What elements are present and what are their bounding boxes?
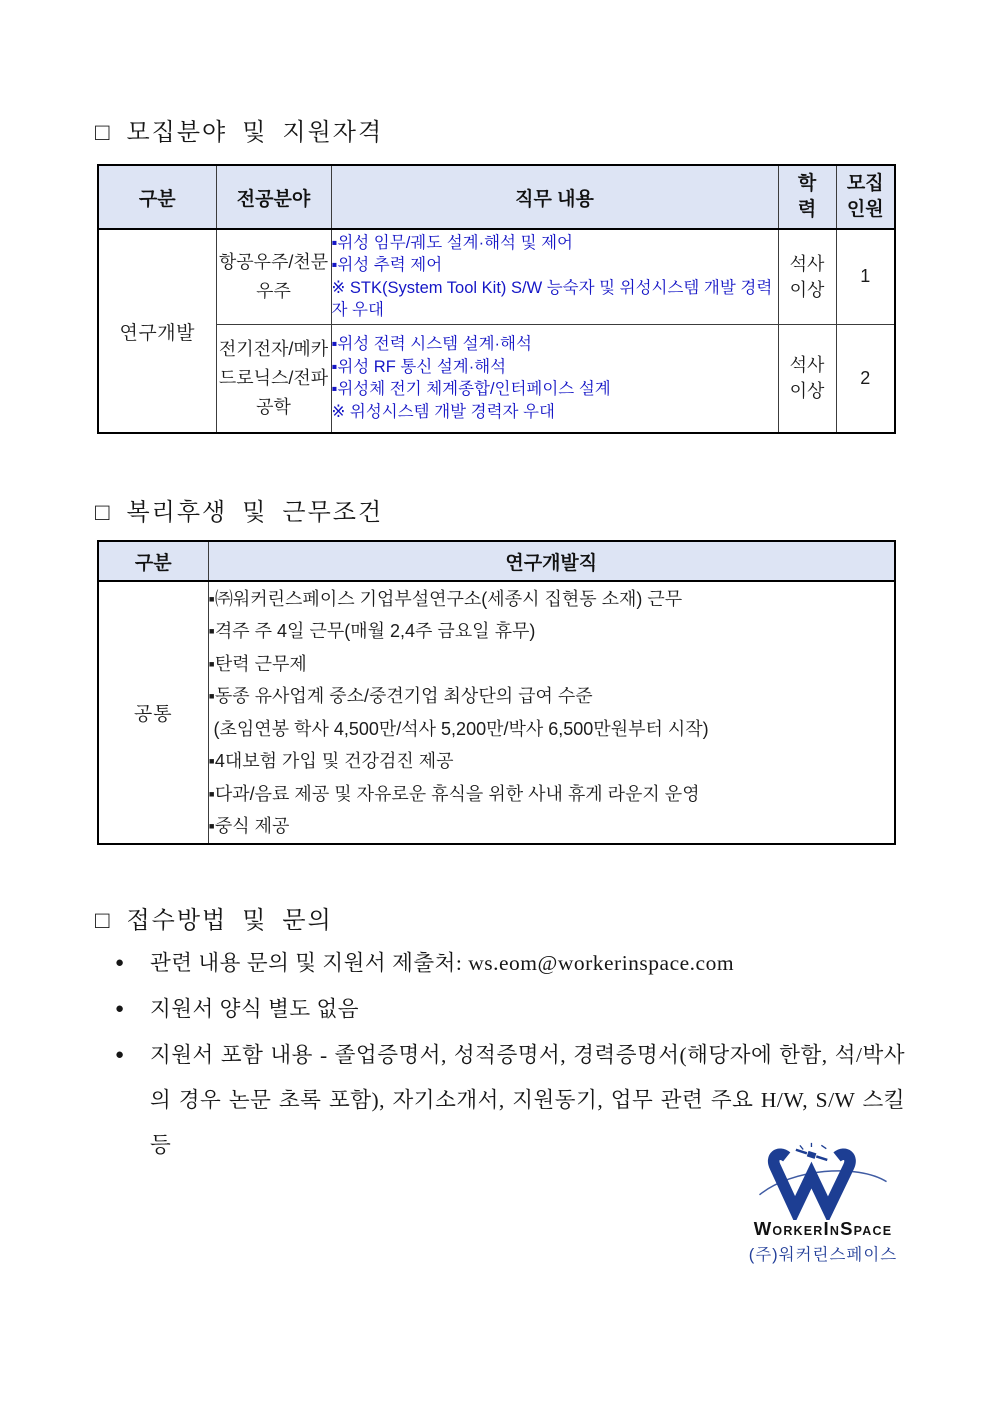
contact-label: 관련 내용 문의 및 지원서 제출처: [150,951,469,975]
benefit-line: (초임연봉 학사 4,500만/석사 5,200만/박사 6,500만원부터 시작) [208,718,709,739]
col-header-rnd-position: 연구개발직 [208,541,895,581]
section-heading-benefits: □ 복리후생 및 근무조건 [95,500,384,526]
bullet-icon: ● [115,1001,125,1017]
duty-line: ▪위성 임무/궤도 설계·해석 및 제어 [331,233,573,252]
col-header-category: 구분 [98,541,208,581]
bullet-icon: ● [115,955,125,971]
brand-letters: N [829,1224,841,1238]
col-header-duties: 직무 내용 [331,165,778,229]
count-cell: 2 [836,324,895,433]
no-form-label: 지원서 양식 별도 없음 [150,997,360,1021]
recruit-table-row [98,229,895,324]
benefit-line: ▪동종 유사업계 중소/중견기업 최상단의 급여 수준 [208,686,593,706]
duty-line: ▪위성 전력 시스템 설계·해석 [331,335,532,354]
apply-bullet-list [113,941,905,1169]
apply-item-contact [113,941,905,986]
major-cell: 전기전자/메카드로닉스/전파공학 [216,324,331,433]
benefits-table-row [98,581,895,844]
company-name: (주)워커린스페이스 [748,1246,898,1264]
duties-cell [331,324,778,433]
benefit-line: ▪4대보험 가입 및 건강검진 제공 [208,751,454,771]
workerinspace-logo-icon [757,1140,889,1220]
education-cell: 석사 이상 [778,324,836,433]
brand-letters: PACE [853,1224,893,1238]
brand-letter: I [823,1218,830,1239]
apply-item-no-form [113,987,905,1032]
brand-letter: W [753,1218,773,1239]
col-header-category: 구분 [98,165,216,229]
email-address: ws.eom@workerinspace.com [468,951,735,975]
col-header-count-label: 모집인원 [846,173,884,220]
duty-line: ▪위성체 전기 체계종합/인터페이스 설계 [331,380,611,399]
col-header-count [836,165,895,229]
company-logo [733,1140,913,1265]
duty-line: ※ 위성시스템 개발 경력자 우대 [331,402,555,421]
benefit-line: ▪다과/음료 제공 및 자유로운 휴식을 위한 사내 휴게 라운지 운영 [208,783,700,804]
duty-line: ▪위성 RF 통신 설계·해석 [331,357,507,376]
recruit-table-row [98,324,895,433]
recruit-table [97,164,896,434]
col-header-education-label: 학력 [797,173,817,220]
section-heading-apply: □ 접수방법 및 문의 [95,908,333,934]
benefit-line: ▪격주 주 4일 근무(매월 2,4주 금요일 휴무) [208,621,536,641]
recruit-table-header-row [98,165,895,229]
benefit-line: ▪㈜워커린스페이스 기업부설연구소(세종시 집현동 소재) 근무 [208,588,683,609]
benefit-line: ▪탄력 근무제 [208,653,307,674]
duty-line: ▪위성 추력 제어 [331,256,443,275]
col-header-major: 전공분야 [216,165,331,229]
benefits-list-cell [208,581,895,844]
education-cell: 석사 이상 [778,229,836,324]
duty-line: ※ STK(System Tool Kit) S/W 능숙자 및 위성시스템 개발 경력자 우대 [331,278,773,320]
duties-cell [331,229,778,324]
common-category-cell: 공통 [98,581,208,844]
brand-name [733,1218,913,1240]
col-header-education [778,165,836,229]
bullet-icon: ● [115,1047,125,1063]
benefit-line: ▪중식 제공 [208,816,290,836]
benefits-table-header-row [98,541,895,581]
count-cell: 1 [836,229,895,324]
application-contents-label: 지원서 포함 내용 - 졸업증명서, 성적증명서, 경력증명서(해당자에 한함, 석/박사의 경우 논문 초록 포함), 자기소개서, 지원동기, 업무 관련 주요 H/W, S/W 스킬 등 [150,1043,905,1157]
benefits-table [97,540,896,845]
brand-letter: S [840,1218,854,1239]
brand-letters: ORKER [772,1224,824,1238]
section-heading-recruit: □ 모집분야 및 지원자격 [95,120,384,146]
category-cell: 연구개발 [98,229,216,433]
major-cell: 항공우주/천문우주 [216,229,331,324]
